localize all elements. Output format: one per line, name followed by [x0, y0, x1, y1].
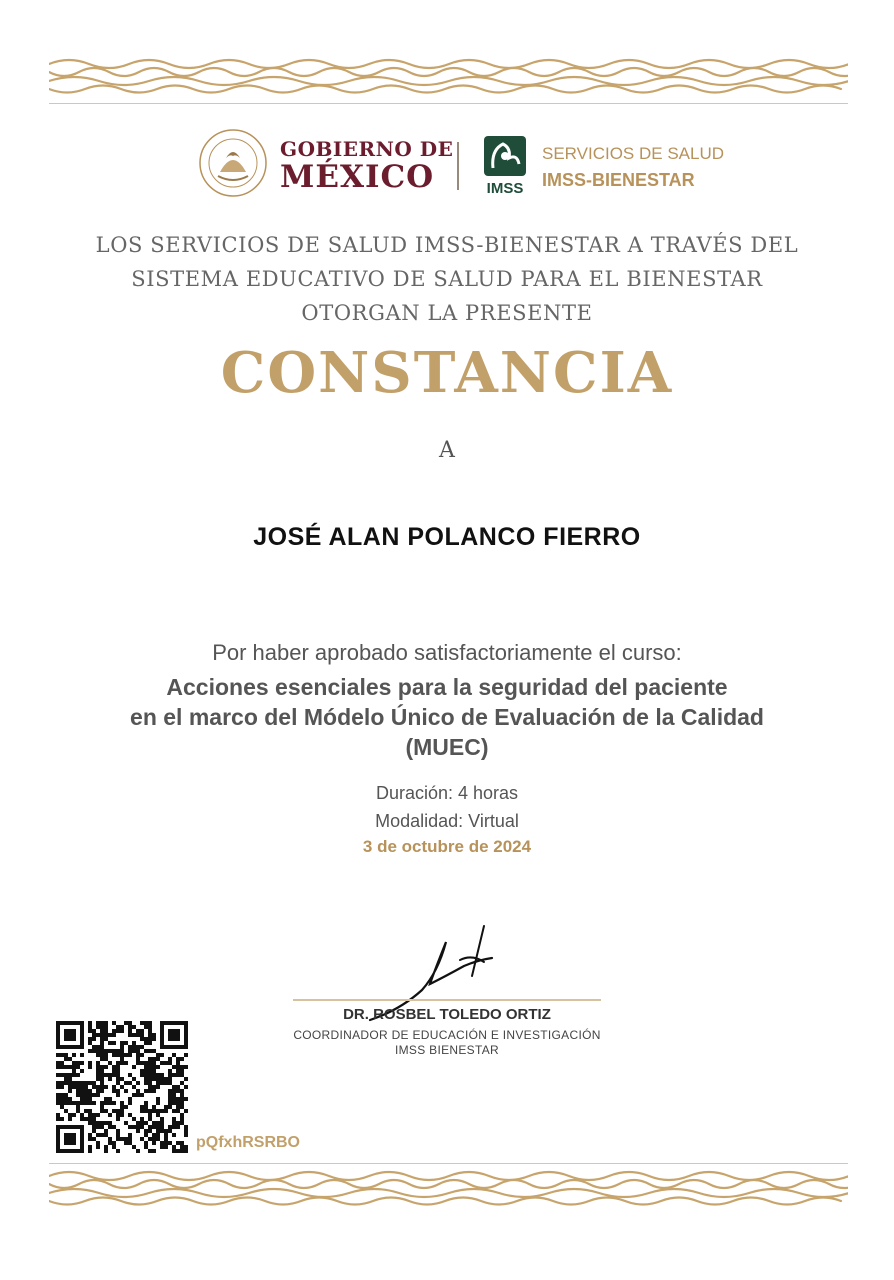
top-divider	[49, 103, 848, 104]
intro-line3: OTORGAN LA PRESENTE	[301, 301, 593, 325]
intro-text	[0, 228, 894, 330]
recipient-prefix: A	[439, 438, 455, 463]
course-line1: Acciones esenciales para la seguridad del paciente	[166, 674, 728, 700]
gobierno-line1: GOBIERNO DE	[280, 137, 454, 161]
servicios-line2: IMSS-BIENESTAR	[542, 170, 695, 190]
mexico-seal-icon	[198, 128, 268, 198]
course-line3: (MUEC)	[405, 734, 489, 760]
course-title	[0, 672, 894, 762]
course-line2: en el marco del Módelo Único de Evaluación de la Calidad	[130, 704, 764, 730]
signer-name: DR. ROSBEL TOLEDO ORTIZ	[343, 1006, 551, 1023]
signer-role-line1: COORDINADOR DE EDUCACIÓN E INVESTIGACIÓN	[293, 1028, 601, 1042]
reason-text: Por haber aprobado satisfactoriamente el curso:	[212, 640, 682, 665]
intro-line2: SISTEMA EDUCATIVO DE SALUD PARA EL BIENESTAR	[131, 267, 763, 291]
bottom-divider	[49, 1163, 848, 1164]
signer-role-line2: IMSS BIENESTAR	[395, 1043, 499, 1057]
logo-separator	[457, 142, 459, 190]
gobierno-mexico-logo	[280, 138, 453, 194]
intro-line1: LOS SERVICIOS DE SALUD IMSS-BIENESTAR A TRAVÉS DEL	[95, 233, 799, 257]
bottom-ornament-band	[49, 1168, 848, 1208]
recipient-name: JOSÉ ALAN POLANCO FIERRO	[253, 523, 641, 551]
verification-qr-code[interactable]	[56, 1021, 188, 1153]
imss-logo-icon	[481, 136, 529, 196]
certificate-title: CONSTANCIA	[220, 340, 674, 406]
course-duration: Duración: 4 horas	[375, 783, 519, 803]
course-modality: Modalidad: Virtual	[375, 811, 519, 831]
imss-bienestar-logo-text	[542, 144, 724, 192]
verification-code: pQfxhRSRBO	[196, 1134, 300, 1151]
issue-date: 3 de octubre de 2024	[362, 837, 532, 856]
header-logos	[0, 128, 894, 200]
servicios-line1: SERVICIOS DE SALUD	[542, 144, 725, 163]
svg-text:IMSS: IMSS	[486, 180, 524, 196]
signature-line	[293, 999, 601, 1001]
gobierno-line2: MÉXICO	[280, 159, 435, 195]
top-ornament-band	[49, 56, 848, 96]
